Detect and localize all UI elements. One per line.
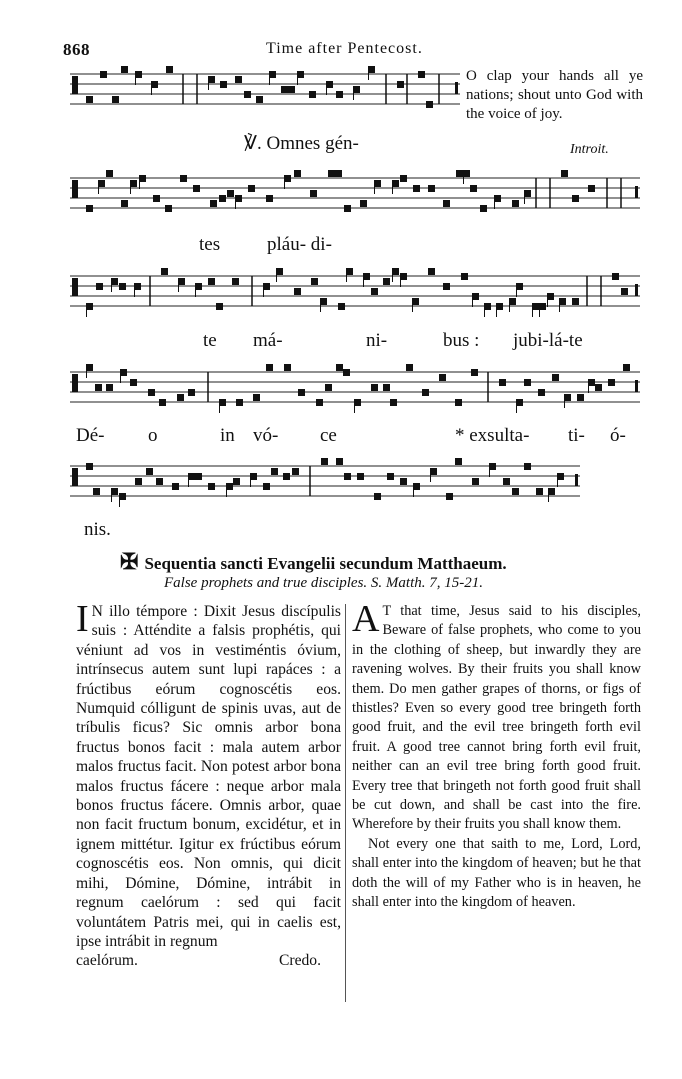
neume-note	[121, 66, 128, 73]
clef-icon	[72, 76, 78, 94]
neume-note	[119, 283, 126, 290]
column-divider	[345, 604, 346, 1002]
clef-icon	[72, 468, 78, 486]
neume-note	[294, 170, 301, 177]
neume-note	[374, 493, 381, 500]
neume-note	[244, 91, 251, 98]
neume-note	[406, 364, 413, 371]
neume-note	[503, 478, 510, 485]
neume-note	[472, 478, 479, 485]
neume-note	[253, 394, 260, 401]
neume-note	[208, 483, 215, 490]
neume-note	[294, 288, 301, 295]
neume-note	[335, 170, 342, 177]
clef-icon	[72, 278, 78, 296]
neume-note	[455, 399, 462, 406]
neume-note	[219, 195, 226, 202]
lyric-syllable: nis.	[84, 519, 111, 540]
neume-note	[180, 175, 187, 182]
neume-note	[532, 303, 539, 310]
neume-note	[178, 278, 185, 285]
neume-note	[412, 298, 419, 305]
neume-note	[112, 96, 119, 103]
neume-note	[470, 185, 477, 192]
neume-note	[250, 473, 257, 480]
neume-note	[298, 389, 305, 396]
neume-note	[326, 81, 333, 88]
neume-note	[269, 71, 276, 78]
neume-note	[455, 458, 462, 465]
neume-note	[311, 278, 318, 285]
english-gospel-text: T that time, Jesus said to his disciples, Beware of false prophets, who come to you in the clothing of sheep, but inwardly they are ravening wolves. By their fruits you shall know them. Do men gather grapes of thorns, or figs of thistles? Even so every good tree bringeth forth good fruit, and the evil tree bringeth forth evil fruit. A good tree cannot bring forth evil fruit, neither can an evil tree bring forth good fruit. Every tree that bringeth not forth good fruit shall be cut down, and shall be cast into the fire. Wherefore by their fruits you shall know them.	[352, 603, 641, 833]
latin-gospel-text: N illo témpore : Dixit Jesus discípulis suis : Atténdite a falsis prophétis, qui véniunt ad vos in vestiméntis óvium, intrínsecus autem sunt lupi rapáces : a frúctibus eórum cognoscétis eos. Numquid cólligunt de spinis uvas, aut de tríbulis ficus? Sic omnis arbor bona fructus bonos facit : mala autem arbor malos fructus facit. Non potest arbor bona malos fructus fácere : neque arbor mala bonos fructus fácere. Omnis arbor, quae non facit fructum bonum, excidétur, et in ignem mittétur. Igitur ex frúctibus eórum cognoscétis eos. Non omnis, qui dicit mihi, Dómine, Dómine, intrábit in regnum caelórum : sed qui facit voluntátem Patris mei, qui in caelis est, ipse intrábit in regnum	[76, 603, 341, 950]
neume-note	[325, 384, 332, 391]
neume-note	[561, 170, 568, 177]
neume-note	[281, 86, 288, 93]
neume-note	[499, 379, 506, 386]
clef-icon	[72, 374, 78, 392]
neume-note	[188, 389, 195, 396]
neume-note	[86, 463, 93, 470]
neume-note	[130, 379, 137, 386]
neume-note	[195, 283, 202, 290]
neume-note	[188, 473, 195, 480]
neume-note	[86, 364, 93, 371]
neume-note	[353, 86, 360, 93]
neume-note	[547, 293, 554, 300]
neume-note	[463, 170, 470, 177]
lyric-syllable: * exsulta-	[455, 425, 530, 446]
neume-note	[413, 185, 420, 192]
neume-note	[413, 483, 420, 490]
neume-note	[86, 96, 93, 103]
neume-note	[428, 268, 435, 275]
neume-note	[390, 399, 397, 406]
neume-note	[368, 66, 375, 73]
custos-icon	[455, 82, 458, 94]
neume-note	[538, 389, 545, 396]
neume-note	[216, 303, 223, 310]
neume-note	[512, 488, 519, 495]
neume-note	[98, 180, 105, 187]
neume-note	[344, 473, 351, 480]
neume-note	[193, 185, 200, 192]
neume-note	[516, 399, 523, 406]
neume-note	[119, 493, 126, 500]
neume-note	[227, 190, 234, 197]
credo-rubric: Credo.	[278, 952, 321, 970]
neume-note	[316, 399, 323, 406]
neume-note	[111, 488, 118, 495]
neume-note	[336, 364, 343, 371]
lyric-syllable: pláu- di-	[267, 234, 332, 255]
chant-staff-4	[70, 364, 640, 424]
neume-note	[612, 273, 619, 280]
neume-note	[360, 200, 367, 207]
neume-note	[256, 96, 263, 103]
neume-note	[374, 180, 381, 187]
neume-note	[564, 394, 571, 401]
neume-note	[248, 185, 255, 192]
neume-note	[166, 66, 173, 73]
neume-note	[130, 180, 137, 187]
neume-note	[320, 298, 327, 305]
neume-note	[266, 364, 273, 371]
neume-note	[524, 379, 531, 386]
custos-icon	[635, 284, 638, 296]
neume-note	[271, 468, 278, 475]
neume-note	[93, 488, 100, 495]
neume-note	[430, 468, 437, 475]
neume-note	[233, 478, 240, 485]
introit-label: Introit.	[570, 142, 609, 157]
chant-staff-3	[70, 268, 640, 328]
neume-note	[621, 288, 628, 295]
chant-staff-2	[70, 170, 640, 230]
neume-note	[338, 303, 345, 310]
neume-note	[552, 374, 559, 381]
neume-note	[208, 278, 215, 285]
neume-note	[288, 86, 295, 93]
custos-icon	[575, 474, 578, 486]
neume-note	[139, 175, 146, 182]
neume-note	[148, 389, 155, 396]
neume-note	[276, 268, 283, 275]
latin-drop-cap: I	[76, 598, 89, 640]
custos-icon	[635, 186, 638, 198]
neume-note	[383, 278, 390, 285]
neume-note	[210, 200, 217, 207]
neume-note	[371, 288, 378, 295]
latin-gospel-last-word: caelórum.	[76, 952, 138, 970]
neume-note	[572, 298, 579, 305]
clef-icon	[72, 180, 78, 198]
neume-note	[608, 379, 615, 386]
neume-note	[494, 195, 501, 202]
neume-note	[232, 278, 239, 285]
neume-note	[134, 283, 141, 290]
neume-note	[559, 298, 566, 305]
neume-note	[165, 205, 172, 212]
lyric-syllable: jubi-lá-te	[513, 330, 583, 351]
neume-note	[397, 81, 404, 88]
gospel-subtitle: False prophets and true disciples. S. Matth. 7, 15-21.	[164, 575, 483, 591]
neume-note	[284, 364, 291, 371]
lyric-syllable: ti-	[568, 425, 585, 446]
neume-note	[106, 384, 113, 391]
lyric-syllable: ce	[320, 425, 337, 446]
neume-note	[220, 81, 227, 88]
neume-note	[219, 399, 226, 406]
neume-note	[343, 369, 350, 376]
custos-icon	[635, 380, 638, 392]
gospel-title	[120, 549, 507, 575]
neume-note	[524, 190, 531, 197]
neume-note	[623, 364, 630, 371]
neume-note	[135, 71, 142, 78]
neume-note	[588, 185, 595, 192]
neume-note	[471, 369, 478, 376]
latin-gospel-column	[76, 598, 341, 971]
neume-note	[392, 268, 399, 275]
neume-note	[480, 205, 487, 212]
gospel-title-text: Sequentia sancti Evangelii secundum Matthaeum.	[144, 554, 507, 573]
cross-icon: ✠	[120, 549, 139, 574]
neume-note	[292, 468, 299, 475]
running-title: Time after Pentecost.	[266, 40, 423, 57]
neume-note	[387, 473, 394, 480]
neume-note	[426, 101, 433, 108]
neume-note	[595, 384, 602, 391]
neume-note	[456, 170, 463, 177]
neume-note	[428, 185, 435, 192]
neume-note	[400, 175, 407, 182]
neume-note	[346, 268, 353, 275]
neume-note	[159, 399, 166, 406]
neume-note	[100, 71, 107, 78]
chant-staff-1	[70, 64, 460, 134]
neume-note	[484, 303, 491, 310]
neume-note	[371, 384, 378, 391]
neume-note	[443, 200, 450, 207]
neume-note	[177, 394, 184, 401]
neume-note	[536, 488, 543, 495]
neume-note	[336, 91, 343, 98]
neume-note	[572, 195, 579, 202]
neume-note	[516, 283, 523, 290]
neume-note	[96, 283, 103, 290]
neume-note	[146, 468, 153, 475]
neume-note	[236, 399, 243, 406]
neume-note	[161, 268, 168, 275]
neume-note	[235, 76, 242, 83]
lyric-syllable: in	[220, 425, 235, 446]
neume-note	[418, 71, 425, 78]
page-number: 868	[63, 40, 90, 59]
neume-note	[489, 463, 496, 470]
neume-note	[86, 303, 93, 310]
neume-note	[557, 473, 564, 480]
neume-note	[344, 205, 351, 212]
neume-note	[121, 200, 128, 207]
english-gospel-paragraph-2: Not every one that saith to me, Lord, Lord, shall enter into the kingdom of heaven; but he that doth the will of my Father who is in heaven, he shall enter into the kingdom of heaven.	[352, 835, 641, 911]
neume-note	[512, 200, 519, 207]
chant-staff-5	[70, 458, 580, 518]
neume-note	[548, 488, 555, 495]
neume-note	[422, 389, 429, 396]
english-drop-cap: A	[352, 598, 380, 640]
neume-note	[226, 483, 233, 490]
neume-note	[577, 394, 584, 401]
neume-note	[284, 175, 291, 182]
neume-note	[106, 170, 113, 177]
lyric-syllable: má-	[253, 330, 283, 351]
neume-note	[309, 91, 316, 98]
lyric-syllable: vó-	[253, 425, 279, 446]
neume-note	[111, 278, 118, 285]
neume-note	[321, 458, 328, 465]
neume-note	[120, 369, 127, 376]
neume-note	[472, 293, 479, 300]
lyric-syllable: ó-	[610, 425, 626, 446]
neume-note	[156, 478, 163, 485]
neume-note	[283, 473, 290, 480]
neume-note	[208, 76, 215, 83]
neume-note	[336, 458, 343, 465]
lyric-syllable: ℣. Omnes gén-	[244, 133, 359, 154]
neume-note	[95, 384, 102, 391]
neume-note	[263, 483, 270, 490]
neume-note	[443, 283, 450, 290]
neume-note	[135, 478, 142, 485]
neume-note	[439, 374, 446, 381]
neume-note	[392, 180, 399, 187]
neume-note	[195, 473, 202, 480]
neume-note	[266, 195, 273, 202]
neume-note	[461, 273, 468, 280]
neume-note	[153, 195, 160, 202]
neume-note	[328, 170, 335, 177]
neume-note	[524, 463, 531, 470]
neume-note	[400, 478, 407, 485]
neume-note	[363, 273, 370, 280]
neume-note	[172, 483, 179, 490]
lyric-syllable: te	[203, 330, 217, 351]
lyric-syllable: ni-	[366, 330, 388, 351]
lyric-syllable: tes	[199, 234, 221, 255]
lyric-syllable: bus :	[443, 330, 480, 351]
neume-note	[86, 205, 93, 212]
lyric-syllable: o	[148, 425, 158, 446]
introit-translation: O clap your hands all ye nations; shout unto God with the voice of joy.	[466, 68, 643, 122]
neume-note	[383, 384, 390, 391]
neume-note	[235, 195, 242, 202]
lyric-syllable: Dé-	[76, 425, 105, 446]
neume-note	[588, 379, 595, 386]
english-gospel-column	[352, 598, 641, 913]
neume-note	[496, 303, 503, 310]
neume-note	[354, 399, 361, 406]
neume-note	[446, 493, 453, 500]
neume-note	[263, 283, 270, 290]
neume-note	[400, 273, 407, 280]
neume-note	[539, 303, 546, 310]
neume-note	[297, 71, 304, 78]
neume-note	[509, 298, 516, 305]
neume-note	[310, 190, 317, 197]
neume-note	[357, 473, 364, 480]
neume-note	[151, 81, 158, 88]
